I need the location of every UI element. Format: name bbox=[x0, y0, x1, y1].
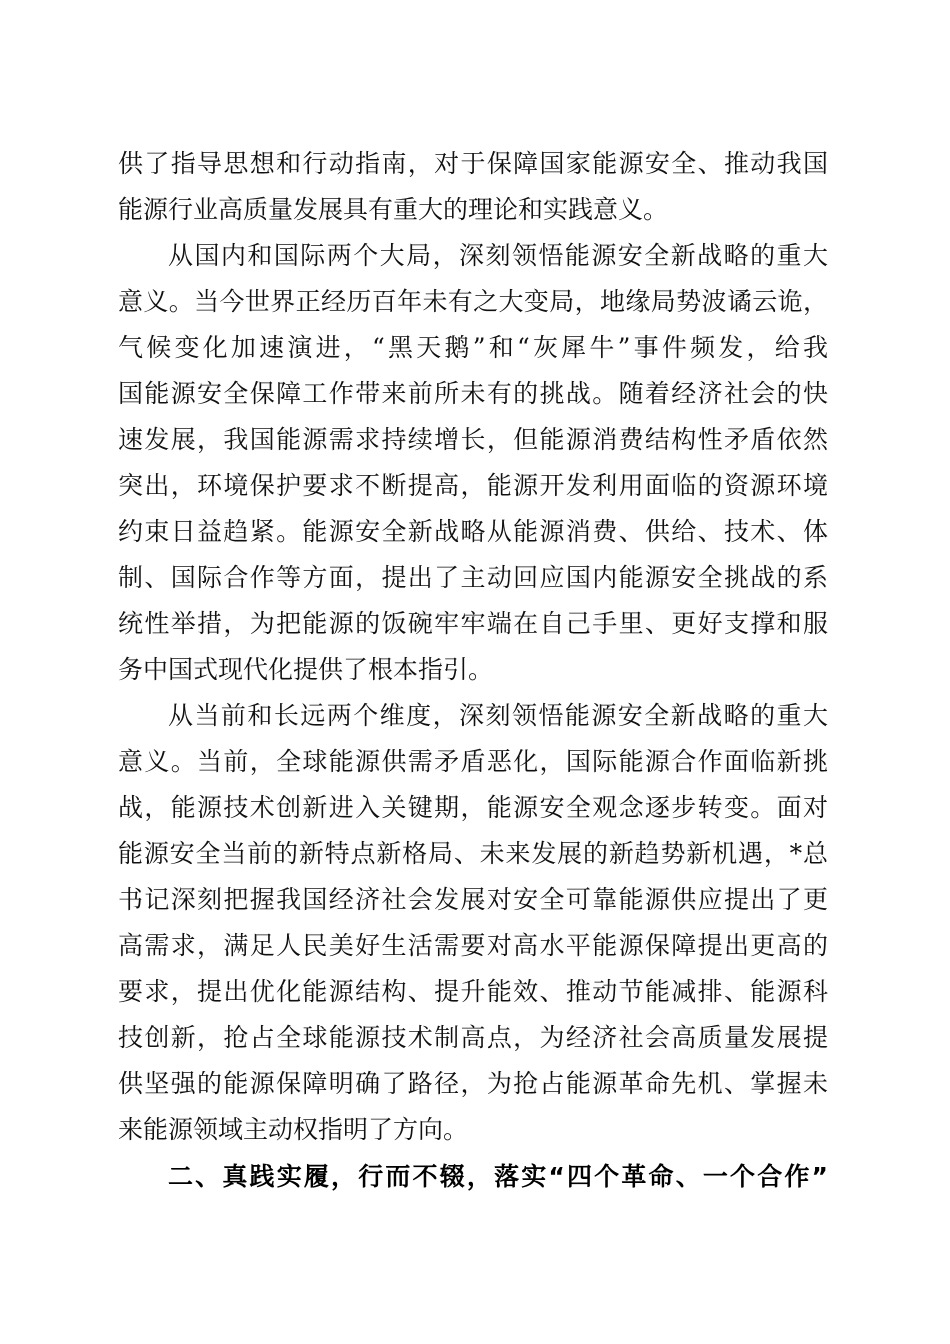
paragraph-2-line-9: 统性举措，为把能源的饭碗牢牢端在自己手里、更好支撑和服 bbox=[118, 609, 828, 638]
paragraph-3-line-8: 技创新，抢占全球能源技术制高点，为经济社会高质量发展提 bbox=[118, 1023, 828, 1052]
paragraph-3-line-7: 要求，提出优化能源结构、提升能效、推动节能减排、能源科 bbox=[118, 977, 828, 1006]
paragraph-2-line-1: 从国内和国际两个大局，深刻领悟能源安全新战略的重大 bbox=[168, 241, 828, 270]
paragraph-2-line-4: 国能源安全保障工作带来前所未有的挑战。随着经济社会的快 bbox=[118, 379, 828, 408]
paragraph-2-line-5: 速发展，我国能源需求持续增长，但能源消费结构性矛盾依然 bbox=[118, 425, 828, 454]
paragraph-3-line-3: 战，能源技术创新进入关键期，能源安全观念逐步转变。面对 bbox=[118, 793, 828, 822]
paragraph-2-line-7: 约束日益趋紧。能源安全新战略从能源消费、供给、技术、体 bbox=[118, 517, 828, 546]
paragraph-3-line-2: 意义。当前，全球能源供需矛盾恶化，国际能源合作面临新挑 bbox=[118, 747, 828, 776]
paragraph-3-line-4: 能源安全当前的新特点新格局、未来发展的新趋势新机遇，*总 bbox=[118, 839, 828, 868]
paragraph-2-line-8: 制、国际合作等方面，提出了主动回应国内能源安全挑战的系 bbox=[118, 563, 828, 592]
paragraph-3-line-1: 从当前和长远两个维度，深刻领悟能源安全新战略的重大 bbox=[168, 701, 828, 730]
section-heading: 二、真践实履，行而不辍，落实“四个革命、一个合作” bbox=[168, 1162, 828, 1191]
paragraph-1-line-2: 能源行业高质量发展具有重大的理论和实践意义。 bbox=[118, 195, 669, 224]
paragraph-3-line-6: 高需求，满足人民美好生活需要对高水平能源保障提出更高的 bbox=[118, 931, 828, 960]
paragraph-2-line-2: 意义。当今世界正经历百年未有之大变局，地缘局势波谲云诡， bbox=[118, 287, 828, 316]
paragraph-2-line-6: 突出，环境保护要求不断提高，能源开发利用面临的资源环境 bbox=[118, 471, 828, 500]
paragraph-2-line-3: 气候变化加速演进，“黑天鹅”和“灰犀牛”事件频发，给我 bbox=[118, 333, 828, 362]
paragraph-3-line-5: 书记深刻把握我国经济社会发展对安全可靠能源供应提出了更 bbox=[118, 885, 828, 914]
paragraph-3-line-10: 来能源领域主动权指明了方向。 bbox=[118, 1115, 469, 1144]
paragraph-2-line-10: 务中国式现代化提供了根本指引。 bbox=[118, 655, 494, 684]
paragraph-3-line-9: 供坚强的能源保障明确了路径，为抢占能源革命先机、掌握未 bbox=[118, 1069, 828, 1098]
paragraph-1-line-1: 供了指导思想和行动指南，对于保障国家能源安全、推动我国 bbox=[118, 149, 828, 178]
